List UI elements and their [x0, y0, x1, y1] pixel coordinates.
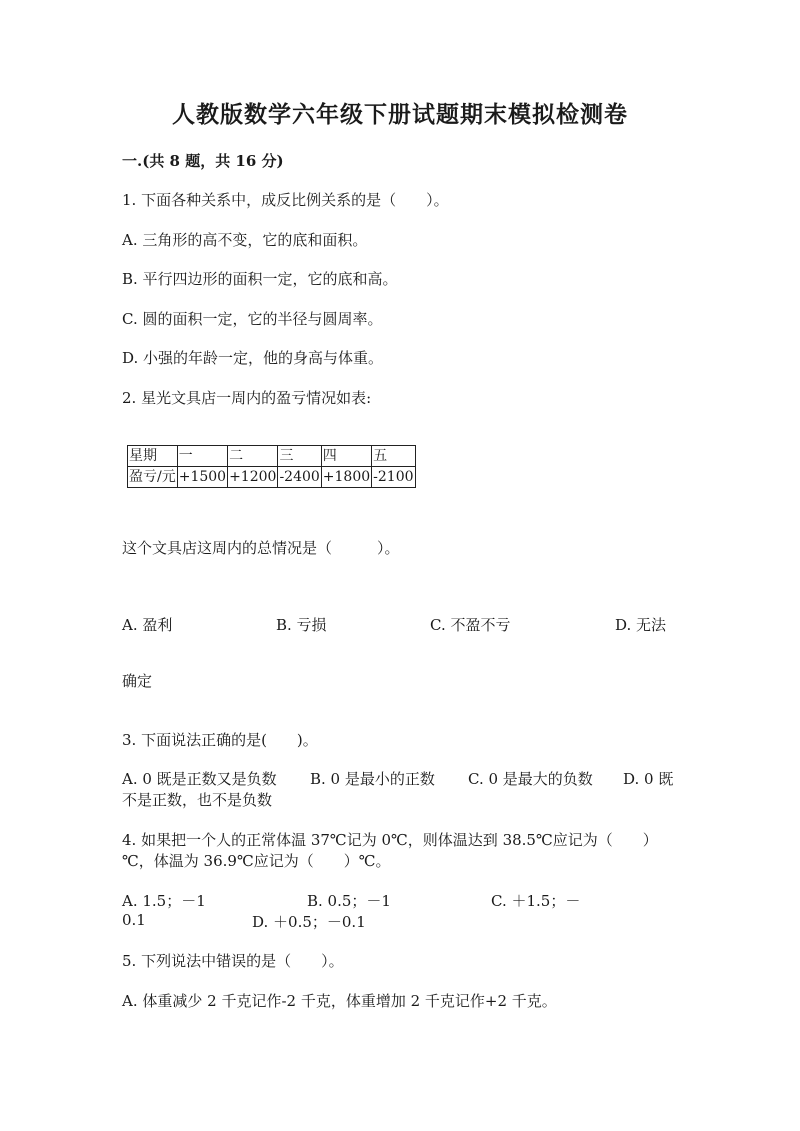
question-2-option-a: A. 盈利 — [122, 616, 173, 634]
question-2-option-c: C. 不盈不亏 — [430, 616, 511, 634]
table-cell: 四 — [321, 446, 371, 467]
profit-loss-table — [127, 445, 416, 488]
table-cell: 一 — [177, 446, 227, 467]
question-2-stem: 2. 星光文具店一周内的盈亏情况如表: — [122, 389, 372, 407]
table-cell: 二 — [228, 446, 278, 467]
table-cell: -2100 — [372, 467, 415, 488]
table-cell: 三 — [278, 446, 321, 467]
question-4-option-b: B. 0.5；－1 — [307, 892, 391, 910]
question-1-option-b: B. 平行四边形的面积一定，它的底和高。 — [122, 270, 398, 288]
question-3-option-a: A. 0 既是正数又是负数 — [122, 770, 277, 788]
table-cell: 星期 — [128, 446, 178, 467]
table-cell: +1800 — [321, 467, 371, 488]
question-2-option-d: D. 无法 — [615, 616, 667, 634]
question-4-stem-line2: ℃，体温为 36.9℃应记为（ ）℃。 — [122, 852, 391, 870]
question-1-option-a: A. 三角形的高不变，它的底和面积。 — [122, 231, 368, 249]
question-3-option-d: D. 0 既 — [623, 770, 674, 788]
question-4-option-a: A. 1.5；－1 — [122, 892, 206, 910]
question-1-option-c: C. 圆的面积一定，它的半径与圆周率。 — [122, 310, 383, 328]
question-2-option-b: B. 亏损 — [276, 616, 327, 634]
table-cell: 盈亏/元 — [128, 467, 178, 488]
table-cell: -2400 — [278, 467, 321, 488]
question-3-option-b: B. 0 是最小的正数 — [310, 770, 435, 788]
question-5-option-a: A. 体重减少 2 千克记作-2 千克，体重增加 2 千克记作+2 千克。 — [122, 992, 557, 1010]
question-4-stem-line1: 4. 如果把一个人的正常体温 37℃记为 0℃，则体温达到 38.5℃应记为（ ） — [122, 831, 658, 849]
question-3-stem: 3. 下面说法正确的是( )。 — [122, 731, 318, 749]
question-3-option-d-wrap: 不是正数，也不是负数 — [122, 791, 273, 809]
question-4-option-c: C. ＋1.5；－ — [491, 892, 581, 910]
question-1-stem: 1. 下面各种关系中，成反比例关系的是（ ）。 — [122, 191, 449, 209]
table-cell: +1200 — [228, 467, 278, 488]
table-row — [128, 467, 416, 488]
section-heading: 一.(共 8 题，共 16 分) — [122, 152, 284, 170]
question-2-question: 这个文具店这周内的总情况是（ ）。 — [122, 539, 400, 557]
question-1-option-d: D. 小强的年龄一定，他的身高与体重。 — [122, 349, 384, 367]
table-header-row — [128, 446, 416, 467]
question-4-option-d: D. ＋0.5；－0.1 — [252, 913, 366, 931]
question-5-stem: 5. 下列说法中错误的是（ ）。 — [122, 952, 344, 970]
question-2-option-d-wrap: 确定 — [122, 672, 153, 690]
question-4-option-c-wrap: 0.1 — [122, 911, 146, 929]
question-3-option-c: C. 0 是最大的负数 — [468, 770, 593, 788]
table-cell: 五 — [372, 446, 415, 467]
table-cell: +1500 — [177, 467, 227, 488]
page-title: 人教版数学六年级下册试题期末模拟检测卷 — [172, 101, 628, 128]
